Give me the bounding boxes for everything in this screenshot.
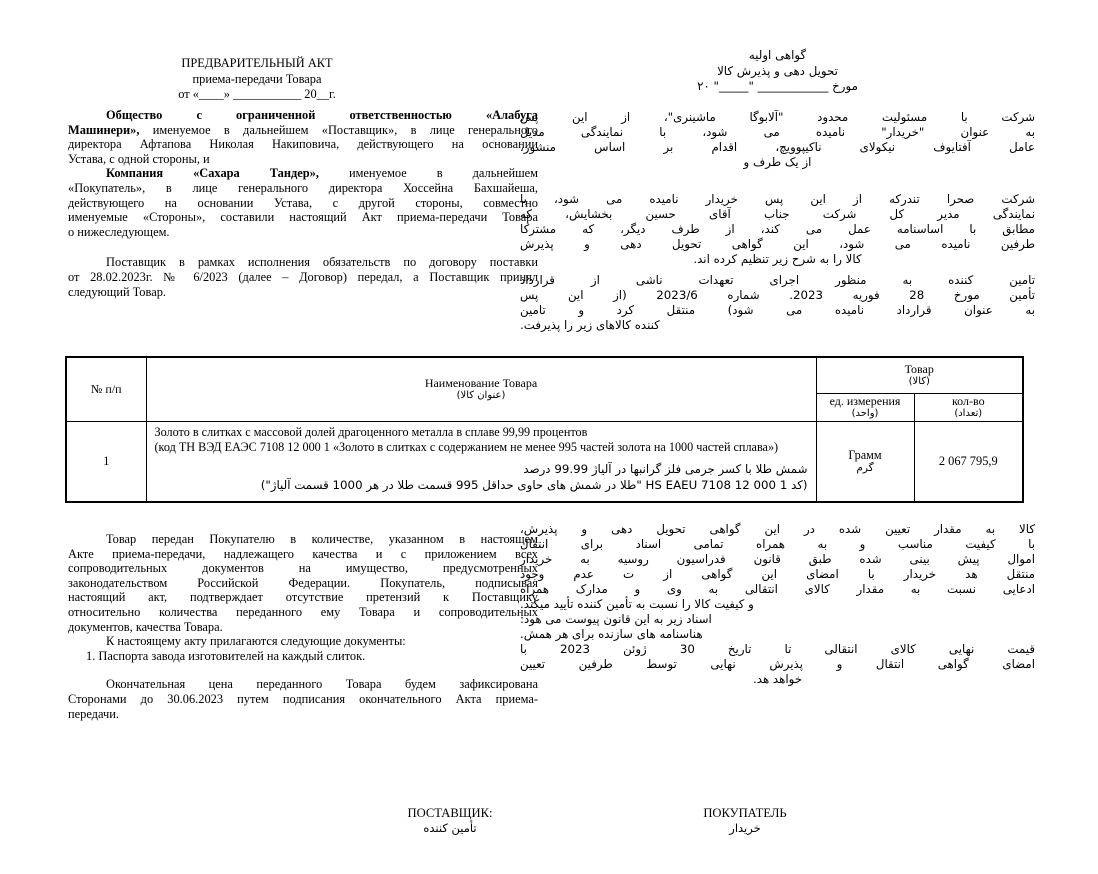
fa-title-line1: گواهی اولیه — [748, 48, 807, 62]
table-row — [66, 422, 1023, 502]
ru-title-block — [127, 56, 387, 103]
ru-title-line2: приема-передачи Товара — [192, 71, 322, 86]
goods-table-wrap — [65, 356, 1024, 503]
ru-docs-intro: К настоящему акту прилагаются следующие документы: — [106, 634, 406, 649]
col-header-name: Наименование Товара (عنوان کالا) — [146, 357, 816, 422]
fa-upper-text — [520, 110, 1035, 333]
ru-paragraph-supplier: Общество с ограниченной ответственностью «Алабуга Машинери», именуемое в дальнейшем «Поставщик», в лице генерального директора Афтапова Николая Накиповича, действующего на основании Устава, с одной стороны, и — [68, 108, 538, 166]
fa-lower-text: کالا به مقدار تعیین شده در این گواهی تحویل دهی و پذیرش، با کیفیت مناسب و به همراه تمامی اسناد برای انتقال اموال پیش بینی شده طبق قانون فدراسیون روسیه به خریدار منتقل هد خریدار با امضای این گواهی از ت عدم وجود ادعایی نسبت به مقدار کالای انتقالی به وی و مدارک همراه و کیفیت کالا را نسبت به تأمین کننده تأیید میکند. اسناد زیر به این قانون پیوست می هود: هناسنامه های سازنده برای هر همش. قیمت نهایی کالای انتقالی تا تاریخ 30 ژوئن 2023 با امضای گواهی انتقال و پذیرش نهایی توسط طرفین تعیین خواهد هد. — [520, 522, 1035, 686]
ru-final-paragraph: Окончательная цена переданного Товара будем зафиксирована Сторонами до 30.06.2023 путем подписания окончательного Акта приема- передачи. — [68, 677, 538, 721]
row-desc-fa-line2: (کد HS EAEU 7108 12 000 1 "طلا در شمش های حاوی حداقل 995 قسمت طلا در هر 1000 قسمت آلیاژ") — [260, 478, 808, 492]
row-desc-fa-line1: شمش طلا با کسر جرمی فلز گرانبها در آلیاژ 99.99 درصد — [523, 462, 808, 476]
fa-title-block — [520, 48, 1035, 95]
supplier-label-ru: ПОСТАВЩИК: — [407, 806, 493, 820]
col-header-qty: кол-во (تعداد) — [914, 393, 1023, 422]
row-num: 1 — [66, 422, 146, 502]
fa-title-date-line: مورخ ____________ "_____" ۲۰ — [697, 79, 858, 93]
row-description — [146, 422, 816, 502]
ru-upper-text — [68, 108, 538, 299]
goods-table — [65, 356, 1024, 503]
col-header-unit: ед. измерения (واحد) — [816, 393, 914, 422]
ru-doc-list-item: 1. Паспорта завода изготовителей на каждый слиток. — [86, 648, 366, 663]
ru-title-line1: ПРЕДВАРИТЕЛЬНЫЙ АКТ — [181, 56, 333, 70]
ru-title-date-line: от «____» ___________ 20__г. — [178, 87, 336, 101]
row-desc-ru-line2: (код ТН ВЭД ЕАЭС 7108 12 000 1 «Золото в слитках с содержанием не менее 995 частей золота на 1000 частей сплава») — [154, 439, 779, 454]
ru-paragraph-buyer: Компания «Сахара Тандер», именуемое в дальнейшем «Покупатель», в лице генерального директора Хоссейна Бахшайеша, действующего на основании Устава, с другой стороны, совместно именуемые «Стороны», составили настоящий Акт приема-передачи Товара о нижеследующем. — [68, 166, 538, 239]
buyer-signature-block — [645, 806, 845, 836]
fa-title-line2: تحویل دهی و پذیرش کالا — [717, 63, 838, 78]
ru-paragraph-contract: Поставщик в рамках исполнения обязательств по договору поставки от 28.02.2023г. № 6/2023 (далее – Договор) передал, а Поставщик принял следующий Товар. — [68, 255, 538, 299]
supplier-label-fa: تأمین کننده — [423, 821, 477, 835]
row-quantity: 2 067 795,9 — [914, 422, 1023, 502]
row-unit: Грамм گرم — [816, 422, 914, 502]
col-header-num: № п/п — [66, 357, 146, 422]
buyer-label-ru: ПОКУПАТЕЛЬ — [703, 806, 787, 820]
row-desc-ru-line1: Золото в слитках с массовой долей драгоценного металла в сплаве 99,99 процентов — [154, 425, 588, 439]
fa-paragraph-supplier: شرکت صحرا تندرکه از این پس خریدار نامیده می شود، با نمایندگی مدیر کل شرکت جناب آقای حسین بخشایش، که مطابق با اساسنامه عمل می کند، از طرف دیگر، که مشترکا طرفین نامیده می شود، این گواهی تحویل دهی و پذیرش کالا را به شرح زیر تنظیم کرده اند. — [520, 192, 1035, 266]
supplier-signature-block — [350, 806, 550, 836]
col-header-tovar: Товар (کالا) — [816, 357, 1023, 393]
fa-paragraph-contract: تامین کننده به منظور اجرای تعهدات ناشی از قرارداد تأمین مورخ 28 فوریه 2023. شماره 2023/6 (از این پس به عنوان قرارداد نامیده می شود) منتقل کرد و تامین کننده کالاهای زیر را پذیرفت. — [520, 273, 1035, 332]
buyer-label-fa: خریدار — [729, 821, 761, 835]
fa-paragraph-buyer: شرکت با مسئولیت محدود "آلابوگا ماشینری"، از این پس به عنوان "خریدار" نامیده می شود، با نمایندگی مدیل عامل آفتایوف نیکولای ناکیپوویچ، اقدام بر اساس منشور، از یک طرف و — [520, 110, 1035, 169]
ru-lower-text: Товар передан Покупателю в количестве, указанном в настоящем Акте приема-передачи, надлежащего качества и с приложением всех сопроводительных документов на имущество, предусмотренных законодательством Российской Федерации. Покупатель, подписывая настоящий акт, подтверждает отсутствие претензий к Поставщику относительно количества переданного ему Товара и сопроводительных документов, качества Товара. К настоящему акту прилагаются следующие документы: 1. Паспорта завода изготовителей на каждый слиток. Окончательная цена переданного Товара будем зафиксирована Сторонами до 30.06.2023 путем подписания окончательного Акта приема- передачи. — [68, 532, 538, 721]
